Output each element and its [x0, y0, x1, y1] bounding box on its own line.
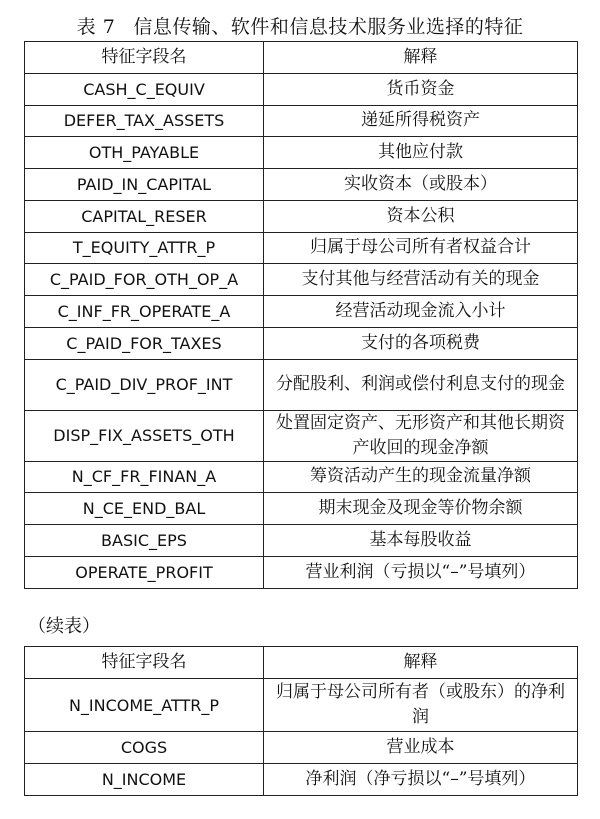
- desc-cell: 支付其他与经营活动有关的现金: [264, 264, 578, 296]
- desc-cell: 实收资本（或股本）: [264, 169, 578, 201]
- table-row: [25, 461, 578, 493]
- table-row: [25, 556, 578, 588]
- continued-label: （续表）: [28, 616, 100, 637]
- desc-cell: 期末现金及现金等价物余额: [264, 493, 578, 525]
- desc-cell: 处置固定资产、无形资产和其他长期资产收回的现金净额: [264, 410, 578, 461]
- desc-cell: 分配股利、利润或偿付利息支付的现金: [264, 359, 578, 410]
- field-cell: BASIC_EPS: [25, 525, 264, 557]
- table-row: [25, 410, 578, 461]
- header-field: 特征字段名: [25, 42, 264, 74]
- table-title: 信息传输、软件和信息技术服务业选择的特征: [133, 16, 524, 38]
- header-field: 特征字段名: [25, 647, 264, 679]
- header-row: [25, 42, 578, 74]
- field-cell: C_INF_FR_OPERATE_A: [25, 296, 264, 328]
- table-row: [25, 679, 578, 732]
- table-row: [25, 200, 578, 232]
- field-cell: DEFER_TAX_ASSETS: [25, 105, 264, 137]
- field-cell: N_INCOME: [25, 764, 264, 796]
- field-cell: N_CE_END_BAL: [25, 493, 264, 525]
- field-cell: N_INCOME_ATTR_P: [25, 679, 264, 732]
- header-desc: 解释: [264, 647, 578, 679]
- table-row: [25, 493, 578, 525]
- table-row: [25, 137, 578, 169]
- desc-cell: 营业利润（亏损以“–”号填列）: [264, 556, 578, 588]
- desc-cell: 资本公积: [264, 200, 578, 232]
- field-cell: C_PAID_DIV_PROF_INT: [25, 359, 264, 410]
- field-cell: N_CF_FR_FINAN_A: [25, 461, 264, 493]
- header-desc: 解释: [264, 42, 578, 74]
- field-cell: OPERATE_PROFIT: [25, 556, 264, 588]
- table-row: [25, 169, 578, 201]
- field-cell: PAID_IN_CAPITAL: [25, 169, 264, 201]
- desc-cell: 支付的各项税费: [264, 327, 578, 359]
- desc-cell: 归属于母公司所有者权益合计: [264, 232, 578, 264]
- field-cell: C_PAID_FOR_OTH_OP_A: [25, 264, 264, 296]
- desc-cell: 筹资活动产生的现金流量净额: [264, 461, 578, 493]
- field-cell: T_EQUITY_ATTR_P: [25, 232, 264, 264]
- feature-table: [24, 41, 578, 589]
- table-row: [25, 296, 578, 328]
- table-row: [25, 525, 578, 557]
- desc-cell: 归属于母公司所有者（或股东）的净利润: [264, 679, 578, 732]
- desc-cell: 其他应付款: [264, 137, 578, 169]
- field-cell: DISP_FIX_ASSETS_OTH: [25, 410, 264, 461]
- table-caption: [0, 12, 600, 39]
- desc-cell: 净利润（净亏损以“–”号填列）: [264, 764, 578, 796]
- desc-cell: 递延所得税资产: [264, 105, 578, 137]
- table-number: 表 7: [76, 16, 116, 38]
- feature-table-continued: [24, 646, 578, 796]
- field-cell: CASH_C_EQUIV: [25, 73, 264, 105]
- field-cell: COGS: [25, 732, 264, 764]
- table-row: [25, 764, 578, 796]
- field-cell: OTH_PAYABLE: [25, 137, 264, 169]
- table-row: [25, 732, 578, 764]
- table-row: [25, 232, 578, 264]
- table-row: [25, 264, 578, 296]
- header-row: [25, 647, 578, 679]
- table-row: [25, 73, 578, 105]
- desc-cell: 营业成本: [264, 732, 578, 764]
- table-row: [25, 327, 578, 359]
- field-cell: CAPITAL_RESER: [25, 200, 264, 232]
- field-cell: C_PAID_FOR_TAXES: [25, 327, 264, 359]
- desc-cell: 货币资金: [264, 73, 578, 105]
- table-row: [25, 359, 578, 410]
- table-row: [25, 105, 578, 137]
- desc-cell: 基本每股收益: [264, 525, 578, 557]
- desc-cell: 经营活动现金流入小计: [264, 296, 578, 328]
